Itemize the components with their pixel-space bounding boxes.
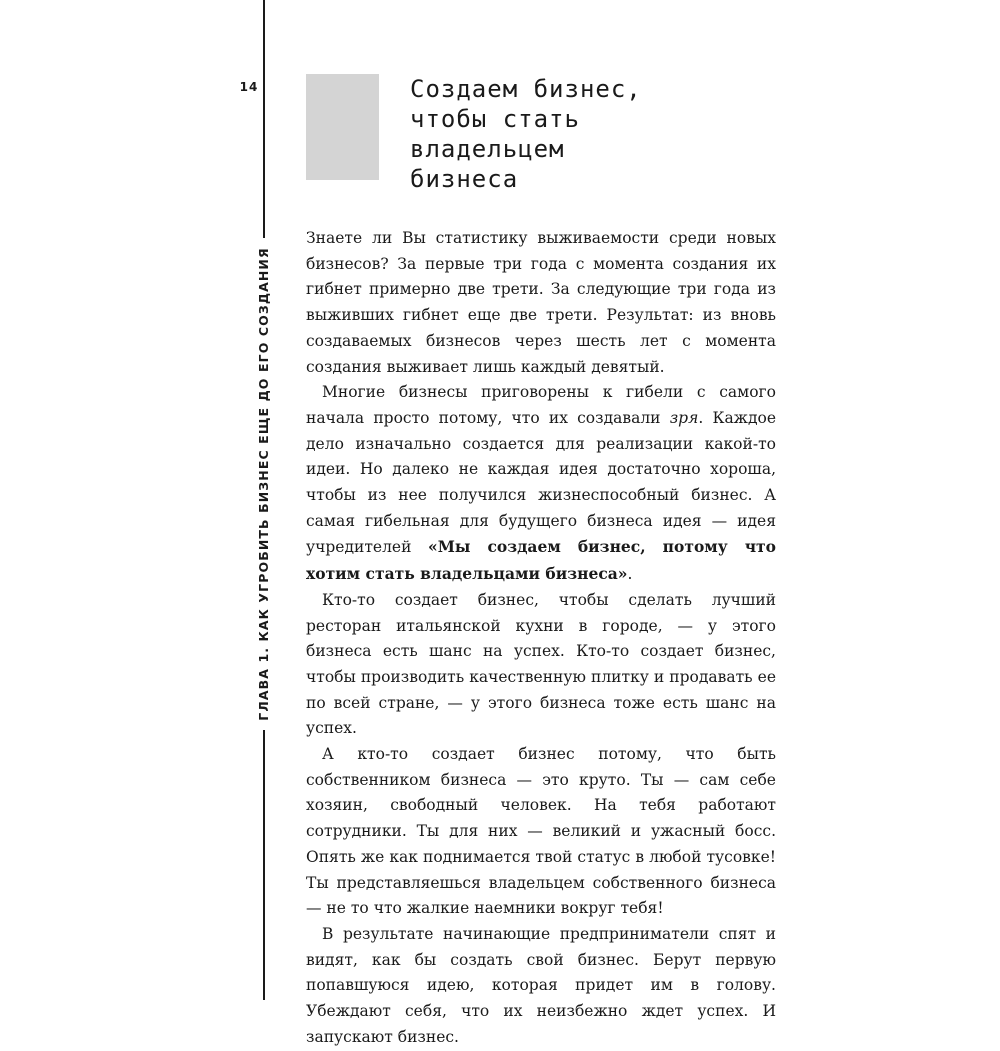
paragraph-2 xyxy=(306,380,776,588)
paragraph-5: В результате начинающие предприниматели спят и видят, как бы создать свой бизнес. Берут первую попавшуюся идею, которая придет им в голову. Убеждают себя, что их неизбежно ждет успех. И запускают бизнес. xyxy=(306,924,776,1046)
section-title-line: Создаем бизнес, xyxy=(410,75,642,103)
paragraph-4: А кто-то создает бизнес потому, что быть собственником бизнеса — это круто. Ты — сам себе хозяин, свободный человек. На тебя работают сотрудники. Ты для них — великий и ужасный босс. Опять же как поднимается твой статус в любой тусовке! Ты представляешься владельцем собственного бизнеса — не то что жалкие наемники вокруг тебя! xyxy=(306,745,776,918)
paragraph-2-bold-quote: «Мы создаем бизнес, потому что хотим стать владельцами бизнеса» xyxy=(306,537,776,584)
running-head: ГЛАВА 1. КАК УГРОБИТЬ БИЗНЕС ЕЩЕ ДО ЕГО СОЗДАНИЯ xyxy=(256,247,271,721)
margin-rule-bottom xyxy=(263,730,265,1000)
body-text xyxy=(306,226,776,1051)
paragraph-2-text-c: . xyxy=(627,565,633,584)
paragraph-1: Знаете ли Вы статистику выживаемости среди новых бизнесов? За первые три года с момента создания их гибнет примерно две трети. За следующие три года из выживших гибнет еще две трети. Результат: из вновь создаваемых бизнесов через шесть лет с момента создания выживает лишь каждый девятый. xyxy=(306,229,776,376)
section-title-line: владельцем xyxy=(410,135,565,163)
paragraph-3: Кто-то создает бизнес, чтобы сделать лучший ресторан итальянской кухни в городе, — у этого бизнеса есть шанс на успех. Кто-то создает бизнес, чтобы производить качественную плитку и продавать ее по всей стране, — у этого бизнеса тоже есть шанс на успех. xyxy=(306,590,776,738)
section-title-line: бизнеса xyxy=(410,165,519,193)
paragraph-2-text-b: . Каждое дело изначально создается для реализации какой-то идеи. Но далеко не каждая идея достаточно хороша, чтобы из нее получился жизнеспособный бизнес. А самая гибельная для будущего бизнеса идея — идея учредителей xyxy=(306,408,776,557)
paragraph-2-text-a: Многие бизнесы приговорены к гибели с самого начала просто потому, что их создавали xyxy=(306,383,776,427)
margin-rule-top xyxy=(263,0,265,238)
section-title xyxy=(410,74,740,194)
paragraph-2-emphasis: зря xyxy=(669,408,699,427)
page-number: 14 xyxy=(239,80,259,94)
section-title-line: чтобы стать xyxy=(410,105,580,133)
section-title-block xyxy=(306,74,379,180)
